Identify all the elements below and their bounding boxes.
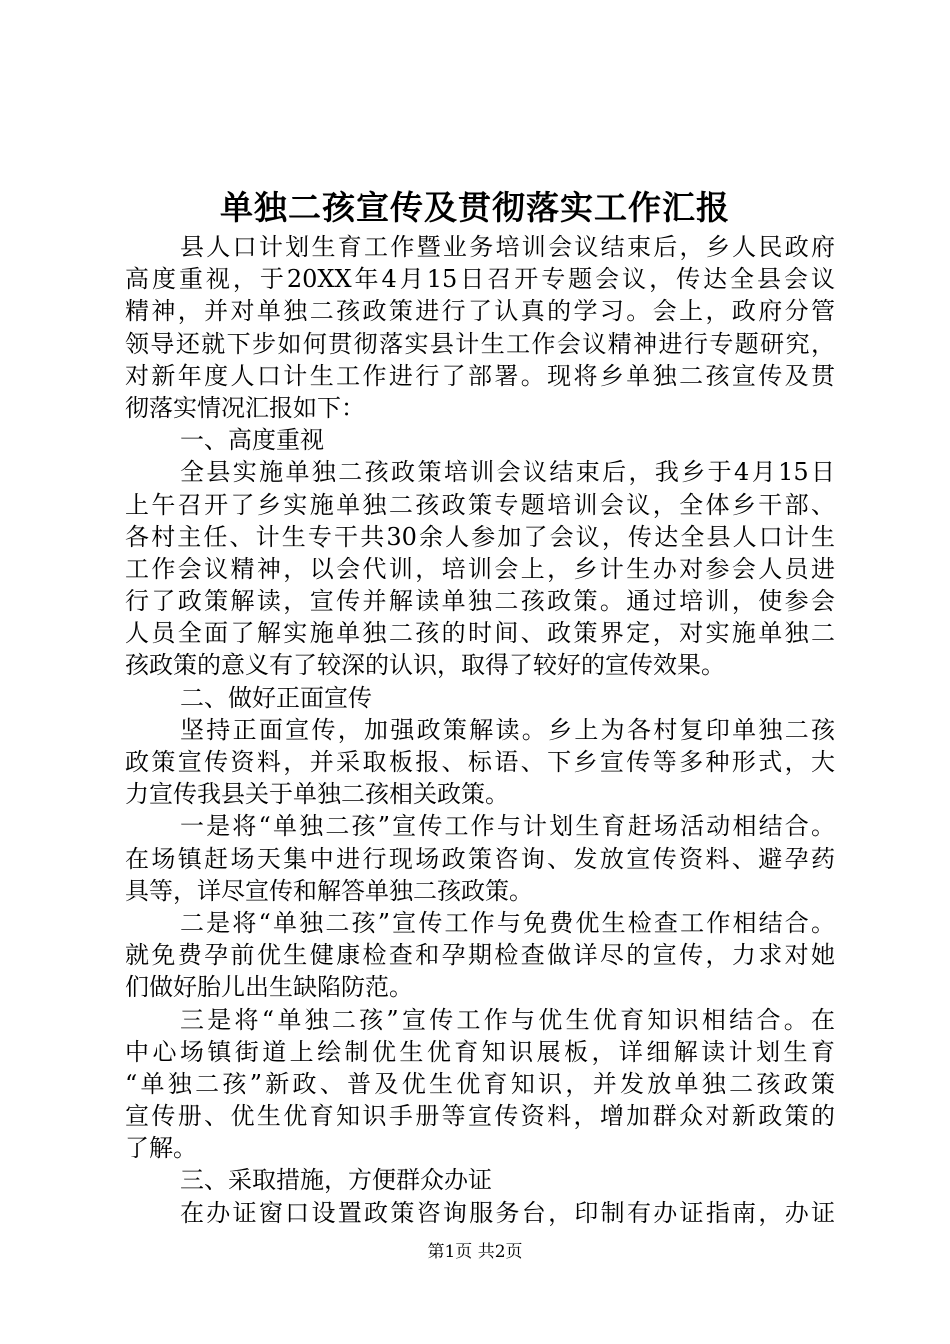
page-footer: 第1页 共2页: [427, 1242, 523, 1262]
text-line: 精神，并对单独二孩政策进行了认真的学习。会上，政府分管: [125, 297, 835, 326]
text-line: 具等，详尽宣传和解答单独二孩政策。: [125, 876, 533, 905]
text-line: 三是将“单独二孩”宣传工作与优生优育知识相结合。在: [180, 1005, 835, 1034]
text-line: 工作会议精神，以会代训，培训会上，乡计生办对参会人员进: [125, 554, 835, 583]
text-line: 中心场镇街道上绘制优生优育知识展板，详细解读计划生育: [125, 1037, 835, 1066]
text-line: 彻落实情况汇报如下：: [125, 393, 365, 422]
text-line: 上午召开了乡实施单独二孩政策专题培训会议，全体乡干部、: [125, 490, 835, 519]
text-line: 们做好胎儿出生缺陷防范。: [125, 973, 413, 1002]
text-line: 一是将“单独二孩”宣传工作与计划生育赶场活动相结合。: [180, 812, 835, 841]
text-line: 二、做好正面宣传: [180, 683, 372, 712]
text-line: 在场镇赶场天集中进行现场政策咨询、发放宣传资料、避孕药: [125, 844, 835, 873]
text-line: 力宣传我县关于单独二孩相关政策。: [125, 780, 509, 809]
text-line: 县人口计划生育工作暨业务培训会议结束后，乡人民政府: [180, 233, 835, 261]
text-line: 孩政策的意义有了较深的认识，取得了较好的宣传效果。: [125, 651, 725, 680]
document-body: [125, 231, 835, 1229]
text-line: 在办证窗口设置政策咨询服务台，印制有办证指南，办证: [180, 1198, 835, 1227]
text-line: 二是将“单独二孩”宣传工作与免费优生检查工作相结合。: [180, 908, 835, 937]
text-line: 对新年度人口计生工作进行了部署。现将乡单独二孩宣传及贯: [125, 361, 835, 390]
text-line: 宣传册、优生优育知识手册等宣传资料，增加群众对新政策的: [125, 1102, 835, 1131]
text-line: 三、采取措施，方便群众办证: [180, 1166, 492, 1195]
text-line: 坚持正面宣传，加强政策解读。乡上为各村复印单独二孩: [180, 715, 835, 744]
text-line: “单独二孩”新政、普及优生优育知识，并发放单独二孩政策: [125, 1069, 835, 1098]
text-line: 人员全面了解实施单独二孩的时间、政策界定，对实施单独二: [125, 619, 835, 648]
text-line: 了解。: [125, 1134, 197, 1163]
text-line: 高度重视，于20XX年4月15日召开专题会议，传达全县会议: [125, 265, 835, 294]
document-title: 单独二孩宣传及贯彻落实工作汇报: [220, 188, 730, 227]
text-line: 一、高度重视: [180, 426, 324, 455]
text-line: 政策宣传资料，并采取板报、标语、下乡宣传等多种形式，大: [125, 748, 835, 776]
text-line: 各村主任、计生专干共30余人参加了会议，传达全县人口计生: [125, 522, 835, 551]
text-line: 行了政策解读，宣传并解读单独二孩政策。通过培训，使参会: [125, 587, 835, 616]
text-line: 就免费孕前优生健康检查和孕期检查做详尽的宣传，力求对她: [125, 941, 835, 970]
text-line: 领导还就下步如何贯彻落实县计生工作会议精神进行专题研究，: [125, 329, 835, 358]
text-line: 全县实施单独二孩政策培训会议结束后，我乡于4月15日: [180, 458, 835, 487]
